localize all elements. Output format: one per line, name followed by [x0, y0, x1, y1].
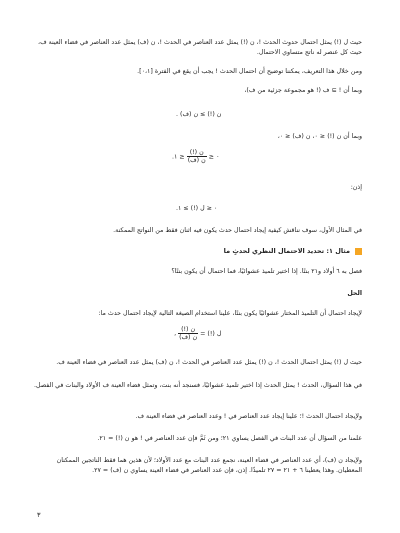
solution-step-2: حيث ل (!) يمثل احتمال الحدث !، ن (!) يمثل عدد العناصر في الحدث !، ن (ف) يمثل عدد العناصر في فضاء العينة ف. — [56, 359, 362, 366]
fraction-numerator: ن (!) — [187, 149, 207, 157]
solution-label: الحل — [347, 290, 362, 297]
formula-numerator: ن (!) — [178, 326, 198, 334]
formula-left: ل (!) = — [200, 330, 222, 338]
formula-end: ، — [174, 330, 177, 338]
math-left: ٠ ≤ — [208, 153, 220, 161]
paragraph-interval: ومن خلال هذا التعريف، يمكننا توضيح أن احتمال الحدث ! يجب أن يقع في الفترة [٠،١]. — [137, 68, 362, 75]
solution-step-1: لإيجاد احتمال أن التلميذ المختار عشوائيًا يكون بنتًا، علينا استخدام الصيغة التالية لإيجاد احتمال حدث ما: — [98, 310, 362, 317]
math-fraction-inequality — [172, 149, 219, 164]
square-bullet-icon — [355, 248, 362, 255]
paragraph-intro-example: في المثال الأول، سوف نناقش كيفية إيجاد احتمال حدث يكون فيه اثنان فقط من النواتج الممكنة. — [113, 227, 362, 234]
solution-step-3: في هذا السؤال، الحدث ! يمثل الحدث إذا اختير تلميذ عشوائيًا، فسنجد أنه بنت، وتمثل فضاء العينة ف الأولاد والبنات في الفصل. — [34, 382, 362, 389]
fraction — [187, 149, 207, 164]
fraction-denominator: ن (ف) — [187, 157, 206, 164]
math-inequality-1: ن (!) ≥ ن (ف) . — [176, 111, 222, 118]
example-heading — [224, 247, 362, 255]
solution-step-5: علمنا من السؤال أن عدد البنات في الفصل يساوي ٢١؛ ومن ثَمَّ فإن عدد العناصر في ! هو ن (!) = ٢١. — [97, 435, 362, 442]
example-question: فصل به ٦ أولاد و٢١ بنتًا. إذا اختير تلميذ عشوائيًا، فما احتمال أن يكون بنتًا؟ — [171, 268, 362, 275]
solution-step-6: ولإيجاد ن (ف)، أي عدد العناصر في فضاء العينة، نجمع عدد البنات مع عدد الأولاد؛ لأن هذين هما فقط الناتجين الممكنان المعطيان. وهذا يعطينا ٦ + ٢١ = ٢٧ تلميذًا. إذن، فإن عدد العناصر في فضاء العينة يساوي ن (ف) = ٢٧. — [56, 457, 362, 474]
math-right: ≤ ١. — [172, 153, 185, 161]
math-inequality-2: ٠ ≤ ل (!) ≥ ١. — [176, 205, 218, 212]
page-number: ٣ — [37, 511, 41, 519]
formula-denominator: ن (ف) — [179, 334, 198, 341]
math-probability-formula — [174, 326, 221, 341]
paragraph-nonnegative: وبما أن ن (!) ≤ ٠، ن (ف) ≤ ٠، — [277, 133, 362, 140]
solution-step-4: ولإيجاد احتمال الحدث !؛ علينا إيجاد عدد العناصر في ! وعدد العناصر في فضاء العينة ف. — [135, 413, 362, 420]
formula-fraction — [178, 326, 198, 341]
paragraph-therefore: إذن: — [350, 184, 362, 191]
example-title: مثال ۱: تحديد الاحتمال النظري لحدثٍ ما — [223, 247, 350, 255]
paragraph-subset: وبما أن ! ⊇ ف (! هو مجموعة جزئية من ف)، — [244, 87, 362, 94]
paragraph-definition: حيث ل (!) يمثل احتمال حدوث الحدث !، ن (!) يمثل عدد العناصر في الحدث !، ن (ف) يمثل عدد العناصر في فضاء العينة ف، حيث كل عنصر له ناتج متساوي الاحتمال. — [38, 39, 362, 56]
